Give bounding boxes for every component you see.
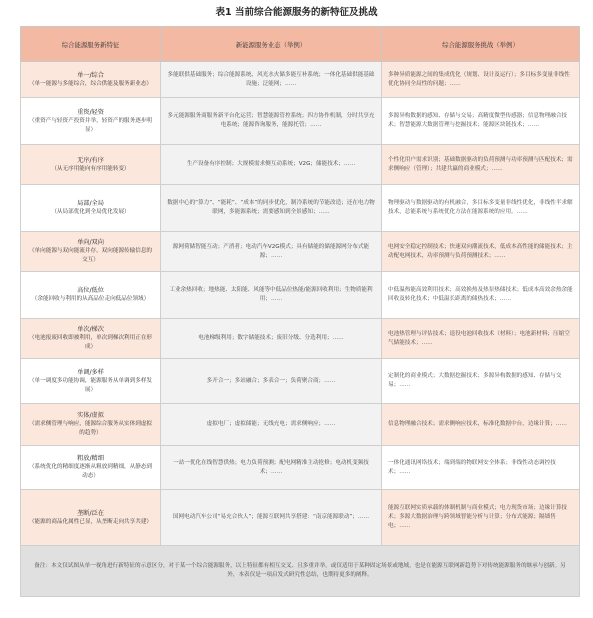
feature-cell <box>21 319 161 359</box>
table-title: 表1 当前综合能源服务的新特征及挑战 <box>215 7 378 18</box>
feature-desc: （从无序用能向有序用能转变） <box>51 165 130 172</box>
practice-cell: 多元能源服务商服务新平台化运营；智慧能源管控系统；四方协作机制，分时共享充电系统；能源咨询服务，能源托管；…… <box>161 98 382 145</box>
header-row <box>21 27 580 62</box>
table-row <box>21 272 580 319</box>
feature-name: 粗放/精细 <box>77 455 104 462</box>
challenge-cell: 电网安全稳定控制技术；快速双向潮流技术，低成本高性能的储能技术；主动配电网技术，功率预测与负荷预测技术；…… <box>382 232 580 272</box>
feature-cell <box>21 272 161 319</box>
feature-desc: （重资产与轻资产投资并举，轻资产的服务逐步明显） <box>28 117 153 133</box>
table-row <box>21 185 580 232</box>
feature-cell <box>21 145 161 185</box>
feature-name: 单调/多样 <box>77 368 104 376</box>
practice-cell: 生产设备有序控制；大规模需求侧互动系统；V2G；储能技术；…… <box>161 145 382 185</box>
feature-cell <box>21 490 161 546</box>
feature-name: 垄断/泛在 <box>77 509 104 517</box>
table-row <box>21 62 580 98</box>
feature-desc: （电池报废回收即被利用，单次到梯次利用正在形成） <box>28 335 153 350</box>
practice-cell: 电池梯级利用；数字储能技术；废旧分级、分选利用；…… <box>161 319 382 359</box>
challenge-cell: 信息物理融合技术；需求侧响应技术，标准化数据中台，边缘计算；…… <box>382 404 580 446</box>
challenge-cell: 物理驱动与数据驱动的有机融合，多目标多变量非线性优化，非线性半求解技术，总能系统与系统优化方法在能源系统的应用。…… <box>382 185 580 232</box>
feature-desc: （从局部优化到全局优化发展） <box>51 209 130 215</box>
table-row <box>21 359 580 404</box>
feature-cell <box>21 232 161 272</box>
table-row <box>21 319 580 359</box>
feature-desc: （单向能源与双向能流并存，双向能源传输信息的交互） <box>28 248 153 263</box>
challenge-cell: 多源异构数据的感知、存储与交易；高精度微型传感器；信息物理融合技术；智慧能源大数据管理与挖掘技术；能源区块链技术；…… <box>382 98 580 145</box>
practice-cell: 虚拟电厂；虚拟储能；无线充电；需求侧响应；…… <box>161 404 382 446</box>
feature-name: 单一/综合 <box>77 71 104 79</box>
feature-cell <box>21 98 161 145</box>
challenge-cell: 定制化的商业模式；大数据挖掘技术；多源异构数据的感知、存储与交易；…… <box>382 359 580 404</box>
header-challenge: 综合能源服务挑战（举例） <box>382 27 580 62</box>
table-row <box>21 490 580 546</box>
feature-desc: （能源的商品化属性已显，从垄断走向共享共建） <box>28 518 153 525</box>
table-row <box>21 404 580 446</box>
feature-cell <box>21 185 161 232</box>
note-text: 备注：本文仅试图从单一视角进行新特征的示意区分，对于某一个综合能源服务，以上特征都有相互交叉、且多重并举，或仅适用于某种固定场景或地域，也是在能源互联网新趋势下对传统能源服务的继承与创新。另外，本表仅是一项启发式研究性总结，也期待更多的阐释。 <box>21 546 580 597</box>
feature-name: 实体/虚拟 <box>77 412 104 419</box>
features-table <box>20 26 580 597</box>
challenge-cell: 一体化通讯网络技术；端到端的物联网安全体系；非线性动态调控技术；…… <box>382 446 580 490</box>
feature-cell <box>21 404 161 446</box>
challenge-cell: 多种异质能源之间的集成优化（规划、设计及运行）；多目标多变量非线性优化协同全局性的问题；…… <box>382 62 580 98</box>
practice-cell: 多能联供基础服务；综合能源系统、风光水火储多能互补系统；一体化基础供能基础设施；泛能网；…… <box>161 62 382 98</box>
table-row <box>21 145 580 185</box>
header-practice: 新能源服务业态（举例） <box>161 27 382 62</box>
practice-cell: 多开合一；多站融合；多表合一；负荷聚合商；…… <box>161 359 382 404</box>
feature-name: 单向/双向 <box>77 239 104 246</box>
feature-cell <box>21 446 161 490</box>
feature-name: 单次/梯次 <box>77 326 104 333</box>
feature-name: 无序/有序 <box>77 156 104 164</box>
feature-cell <box>21 62 161 98</box>
header-feature: 综合能源服务新特征 <box>21 27 161 62</box>
feature-name: 重资/轻资 <box>77 108 104 116</box>
challenge-cell: 个性化用户需求识别；基础数据驱动的负荷预测与功率预测与匹配技术；需求侧响应（管理）；共建共赢的商业模式；…… <box>382 145 580 185</box>
feature-desc: （单一能源与多能综合，综合供能及服务新业态） <box>28 80 153 87</box>
practice-cell: 一站一优化在线智慧供热；电力负荷预测；配电网精准主动抢修；电动机变频技术；…… <box>161 446 382 490</box>
practice-cell: 工业余热回收；地热能、太阳能、风能等中低品位热能/能源回收利用；生物质能利用；…… <box>161 272 382 319</box>
challenge-cell: 中低温热能高效利用技术；高效换热及热泵热储技术；低成本高效余热余能回收及转化技术；中低温长距离的储热技术；…… <box>382 272 580 319</box>
feature-desc: （系统优化的精细度逐渐从粗放到精细，从静态到动态） <box>28 464 153 479</box>
table-row <box>21 446 580 490</box>
table-row <box>21 98 580 145</box>
table-row <box>21 232 580 272</box>
feature-name: 局部/全局 <box>77 200 104 207</box>
practice-cell: 源网荷储智能互动；产消者；电动汽车V2G模式；具有储能的储能源网分布式能源；…… <box>161 232 382 272</box>
feature-desc: （余能回收与利用的从高品位走向低品位领域） <box>31 296 150 302</box>
challenge-cell: 电池热管理与评估技术；退役电池回收技术（材料）；电池新材料；压缩空气储能技术；…… <box>382 319 580 359</box>
feature-cell <box>21 359 161 404</box>
feature-desc: （单一调度多功能协调，能源服务从单调到多样发展） <box>28 377 153 393</box>
practice-cell: 数据中心的“算力”、“能耗”、“成本”的同步优化，制冷系统的节能改造；还在电力物联网，多能源系统；需要感知到全景感知；…… <box>161 185 382 232</box>
challenge-cell: 能源互联网实质承载的体制机制与商业模式；电力现货市场；边缘计算技术；多源大数据治理与跨领域智能分析与计算；分布式能源；隔墙售电；…… <box>382 490 580 546</box>
note-row <box>21 546 580 597</box>
feature-name: 高位/低位 <box>77 287 104 294</box>
feature-desc: （需求侧管理与响应，能源综合服务从实体到虚拟的趋势） <box>28 421 153 436</box>
practice-cell: 国网电动汽车公司“易充合伙人”；能源互联网共享搭建：“南京能源联动”；…… <box>161 490 382 546</box>
